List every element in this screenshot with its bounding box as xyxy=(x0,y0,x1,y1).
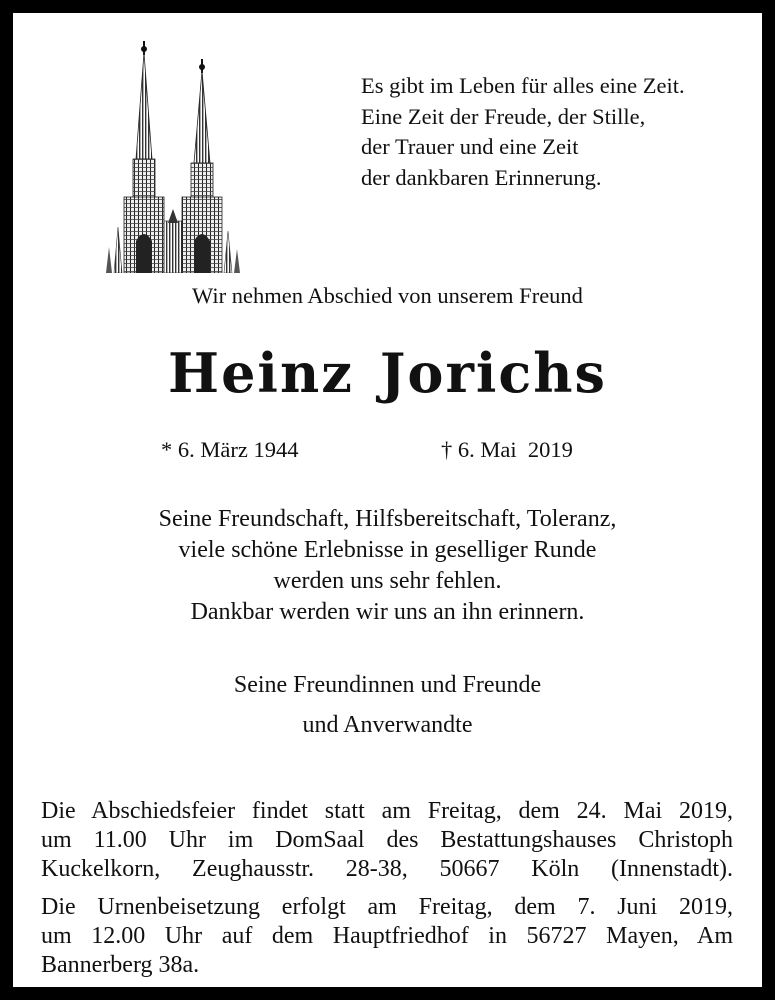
signers xyxy=(13,665,762,745)
first-name: Heinz xyxy=(168,341,354,405)
burial-line: Bannerberg 38a. xyxy=(41,952,200,978)
tribute-line: werden uns sehr fehlen. xyxy=(273,568,502,594)
deceased-name xyxy=(13,341,762,405)
tribute-line: viele schöne Erlebnisse in geselliger Runde xyxy=(178,537,597,563)
intro-text: Wir nehmen Abschied von unserem Freund xyxy=(192,283,583,308)
poem-line: der Trauer und eine Zeit xyxy=(361,134,579,159)
burial-notice xyxy=(41,893,733,980)
burial-line: Die Urnenbeisetzung erfolgt am Freitag, dem 7. Juni 2019, xyxy=(41,894,733,920)
poem xyxy=(361,71,741,193)
ceremony-line: Kuckelkorn, Zeughausstr. 28-38, 50667 Köln (Innenstadt). xyxy=(41,856,733,882)
poem-line: Es gibt im Leben für alles eine Zeit. xyxy=(361,73,685,98)
tribute-line: Dankbar werden wir uns an ihn erinnern. xyxy=(190,599,585,625)
poem-line: Eine Zeit der Freude, der Stille, xyxy=(361,103,646,129)
birth-date: * 6. März 1944 xyxy=(161,437,299,462)
ceremony-line: Die Abschiedsfeier findet statt am Freitag, dem 24. Mai 2019, xyxy=(41,798,733,824)
death-date: † 6. Mai 2019 xyxy=(441,437,573,462)
tribute-line: Seine Freundschaft, Hilfsbereitschaft, Toleranz, xyxy=(158,506,617,532)
tribute xyxy=(13,504,762,628)
ceremony-notice xyxy=(41,797,733,884)
burial-line: um 12.00 Uhr auf dem Hauptfriedhof in 56727 Mayen, Am xyxy=(41,923,733,949)
ceremony-line: um 11.00 Uhr im DomSaal des Bestattungshauses Christoph xyxy=(41,827,733,853)
poem-line: der dankbaren Erinnerung. xyxy=(361,164,602,190)
signer-line: und Anverwandte xyxy=(302,712,473,738)
last-name: Jorichs xyxy=(379,341,607,405)
cathedral-icon xyxy=(106,41,240,273)
signer-line: Seine Freundinnen und Freunde xyxy=(233,672,542,698)
